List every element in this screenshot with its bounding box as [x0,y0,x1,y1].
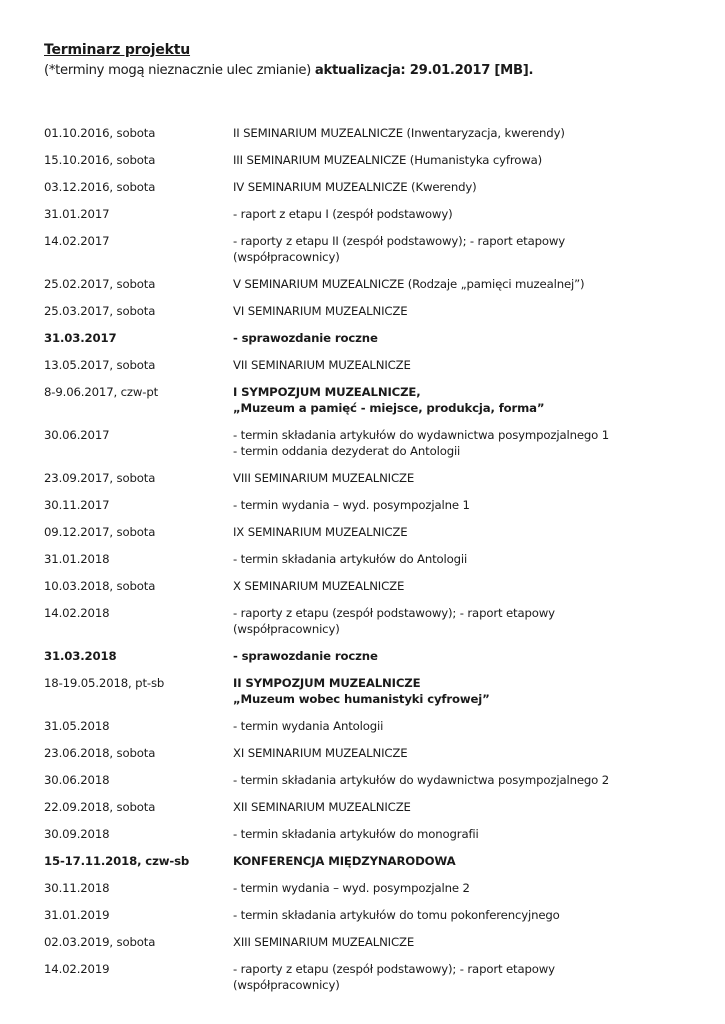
schedule-event [233,675,684,718]
schedule-date: 23.06.2018, sobota [44,746,156,760]
schedule-list [44,125,684,1004]
schedule-event [233,880,684,907]
schedule-event-line: - termin wydania – wyd. posympozjalne 1 [233,498,470,512]
schedule-event-line: II SYMPOZJUM MUZEALNICZE [233,676,421,690]
schedule-row [44,152,684,179]
schedule-row [44,799,684,826]
schedule-event-line: - termin składania artykułów do wydawnictwa posympozjalnego 1 [233,428,610,442]
schedule-event-line: V SEMINARIUM MUZEALNICZE (Rodzaje „pamięci muzealnej”) [233,277,585,291]
schedule-row [44,880,684,907]
schedule-event [233,961,684,1004]
schedule-row [44,357,684,384]
schedule-date: 25.02.2017, sobota [44,277,156,291]
schedule-event [233,276,684,303]
schedule-event-line: - termin składania artykułów do wydawnictwa posympozjalnego 2 [233,773,610,787]
schedule-event-line: - termin wydania – wyd. posympozjalne 2 [233,881,470,895]
schedule-date: 02.03.2019, sobota [44,935,156,949]
schedule-event-line: XII SEMINARIUM MUZEALNICZE [233,800,411,814]
schedule-event [233,934,684,961]
schedule-date: 03.12.2016, sobota [44,180,156,194]
schedule-event [233,427,684,470]
schedule-date: 22.09.2018, sobota [44,800,156,814]
schedule-date: 30.11.2017 [44,498,110,512]
schedule-row [44,934,684,961]
schedule-date: 13.05.2017, sobota [44,358,156,372]
schedule-event [233,907,684,934]
schedule-event-line: XIII SEMINARIUM MUZEALNICZE [233,935,415,949]
schedule-date: 30.09.2018 [44,827,110,841]
schedule-row [44,384,684,427]
schedule-date: 31.03.2017 [44,331,117,345]
schedule-event [233,718,684,745]
page-title: Terminarz projektu [44,42,191,58]
schedule-row [44,853,684,880]
schedule-event-line: - termin składania artykułów do Antologii [233,552,468,566]
subtitle-note: (*terminy mogą nieznacznie ulec zmianie) [44,63,312,78]
page-subtitle [44,63,533,78]
schedule-row [44,427,684,470]
schedule-event-line: - raporty z etapu (zespół podstawowy); - raport etapowy [233,606,555,620]
schedule-event [233,605,684,648]
schedule-event-line: (współpracownicy) [233,250,340,264]
schedule-row [44,551,684,578]
schedule-event-line: I SYMPOZJUM MUZEALNICZE, [233,385,421,399]
schedule-row [44,330,684,357]
schedule-event-line: XI SEMINARIUM MUZEALNICZE [233,746,408,760]
schedule-event-line: IX SEMINARIUM MUZEALNICZE [233,525,408,539]
schedule-event-line: X SEMINARIUM MUZEALNICZE [233,579,405,593]
schedule-event-line: (współpracownicy) [233,978,340,992]
schedule-date: 31.05.2018 [44,719,110,733]
schedule-event-line: - termin wydania Antologii [233,719,384,733]
schedule-date: 30.06.2017 [44,428,110,442]
schedule-date: 25.03.2017, sobota [44,304,156,318]
schedule-row [44,826,684,853]
schedule-date: 09.12.2017, sobota [44,525,156,539]
schedule-event [233,206,684,233]
schedule-event-line: - raporty z etapu II (zespół podstawowy); - raport etapowy [233,234,566,248]
schedule-event-line: II SEMINARIUM MUZEALNICZE (Inwentaryzacja, kwerendy) [233,126,565,140]
schedule-event-line: VIII SEMINARIUM MUZEALNICZE [233,471,415,485]
schedule-event [233,384,684,427]
schedule-event-line: „Muzeum wobec humanistyki cyfrowej” [233,692,490,706]
schedule-event [233,179,684,206]
schedule-row [44,907,684,934]
schedule-date: 30.06.2018 [44,773,110,787]
schedule-event-line: VII SEMINARIUM MUZEALNICZE [233,358,411,372]
schedule-event-line: - raport z etapu I (zespół podstawowy) [233,207,453,221]
schedule-row [44,718,684,745]
schedule-event [233,330,684,357]
schedule-event-line: VI SEMINARIUM MUZEALNICZE [233,304,408,318]
schedule-row [44,470,684,497]
schedule-event-line: III SEMINARIUM MUZEALNICZE (Humanistyka cyfrowa) [233,153,543,167]
schedule-row [44,605,684,648]
schedule-row [44,675,684,718]
schedule-event [233,357,684,384]
schedule-event [233,125,684,152]
schedule-date: 15-17.11.2018, czw-sb [44,854,190,868]
schedule-event-line: „Muzeum a pamięć - miejsce, produkcja, forma” [233,401,545,415]
schedule-row [44,648,684,675]
schedule-row [44,524,684,551]
schedule-event [233,648,684,675]
schedule-row [44,179,684,206]
schedule-row [44,772,684,799]
schedule-row [44,276,684,303]
schedule-event [233,745,684,772]
schedule-event-line: IV SEMINARIUM MUZEALNICZE (Kwerendy) [233,180,477,194]
schedule-date: 31.01.2019 [44,908,110,922]
schedule-event [233,799,684,826]
schedule-row [44,303,684,330]
schedule-event-line: - sprawozdanie roczne [233,649,378,663]
schedule-row [44,745,684,772]
schedule-date: 18-19.05.2018, pt-sb [44,676,165,690]
schedule-row [44,233,684,276]
schedule-event-line: (współpracownicy) [233,622,340,636]
schedule-event [233,497,684,524]
schedule-row [44,961,684,1004]
schedule-event [233,233,684,276]
schedule-date: 10.03.2018, sobota [44,579,156,593]
schedule-date: 8-9.06.2017, czw-pt [44,385,159,399]
schedule-date: 01.10.2016, sobota [44,126,156,140]
schedule-event-line: - termin składania artykułów do tomu pokonferencyjnego [233,908,560,922]
schedule-date: 14.02.2017 [44,234,110,248]
schedule-event-line: - raporty z etapu (zespół podstawowy); - raport etapowy [233,962,555,976]
schedule-date: 30.11.2018 [44,881,110,895]
schedule-date: 31.01.2018 [44,552,110,566]
schedule-event [233,470,684,497]
schedule-event [233,853,684,880]
schedule-row [44,497,684,524]
schedule-row [44,125,684,152]
schedule-event-line: - termin składania artykułów do monografii [233,827,479,841]
schedule-date: 14.02.2018 [44,606,110,620]
schedule-row [44,206,684,233]
schedule-event [233,772,684,799]
schedule-date: 15.10.2016, sobota [44,153,156,167]
schedule-event [233,303,684,330]
schedule-event [233,524,684,551]
schedule-event-line: - sprawozdanie roczne [233,331,378,345]
schedule-event [233,826,684,853]
schedule-date: 31.01.2017 [44,207,110,221]
schedule-event [233,152,684,179]
schedule-date: 31.03.2018 [44,649,117,663]
schedule-event [233,578,684,605]
schedule-date: 14.02.2019 [44,962,110,976]
schedule-event-line: - termin oddania dezyderat do Antologii [233,444,461,458]
schedule-event-line: KONFERENCJA MIĘDZYNARODOWA [233,854,456,868]
schedule-event [233,551,684,578]
schedule-date: 23.09.2017, sobota [44,471,156,485]
subtitle-update: aktualizacja: 29.01.2017 [MB]. [314,63,534,78]
schedule-row [44,578,684,605]
